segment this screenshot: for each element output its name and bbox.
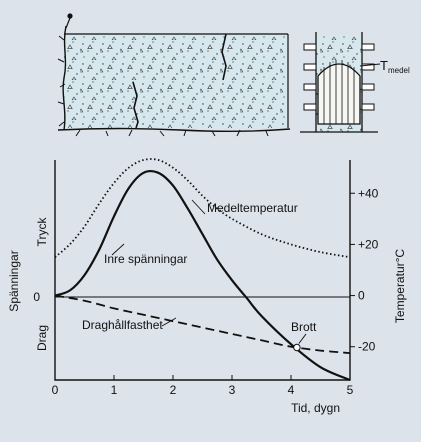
label-inre-spanningar: Inre spänningar xyxy=(104,252,188,266)
brott-point xyxy=(294,344,300,350)
chart-frame xyxy=(55,160,350,380)
series-medeltemperatur-line xyxy=(55,159,350,257)
right-tick-label: +40 xyxy=(358,186,379,201)
x-tick-label: 2 xyxy=(169,383,177,397)
label-drag: Drag xyxy=(35,324,49,352)
x-tick-label: 4 xyxy=(287,383,295,397)
chart xyxy=(7,159,407,415)
ylabel-spanningar: Spänningar xyxy=(7,250,21,312)
xlabel-tid: Tid, dygn xyxy=(291,401,340,415)
label-medeltemperatur: Medeltemperatur xyxy=(207,201,298,215)
t-medel-label: $T_{medel}$ xyxy=(380,58,410,75)
x-tick-label: 0 xyxy=(51,383,59,397)
x-tick-label: 3 xyxy=(228,383,236,397)
drag-leader xyxy=(162,318,176,326)
x-tick-label: 5 xyxy=(346,383,354,397)
medeltemp-leader xyxy=(192,200,205,214)
right-tick-label: +20 xyxy=(358,237,379,252)
ground-line xyxy=(58,129,290,132)
ground-roots xyxy=(76,130,268,136)
x-tick-label: 1 xyxy=(110,383,118,397)
slab-illustration xyxy=(58,13,290,136)
slab-body xyxy=(64,34,288,128)
right-tick-label: -20 xyxy=(358,339,376,354)
x-tick-group xyxy=(52,375,354,397)
left-edge-knob xyxy=(67,13,72,18)
section-illustration xyxy=(300,32,410,132)
label-zero-left: 0 xyxy=(33,290,40,304)
brott-leader xyxy=(299,334,306,344)
right-tick-label: 0 xyxy=(358,288,365,303)
label-tryck: Tryck xyxy=(35,217,49,247)
label-draghallfasthet: Draghållfasthet xyxy=(82,318,163,332)
right-tick-group xyxy=(350,186,379,353)
ylabel-temperatur: Temperatur°C xyxy=(393,248,407,324)
label-brott: Brott xyxy=(291,320,317,334)
